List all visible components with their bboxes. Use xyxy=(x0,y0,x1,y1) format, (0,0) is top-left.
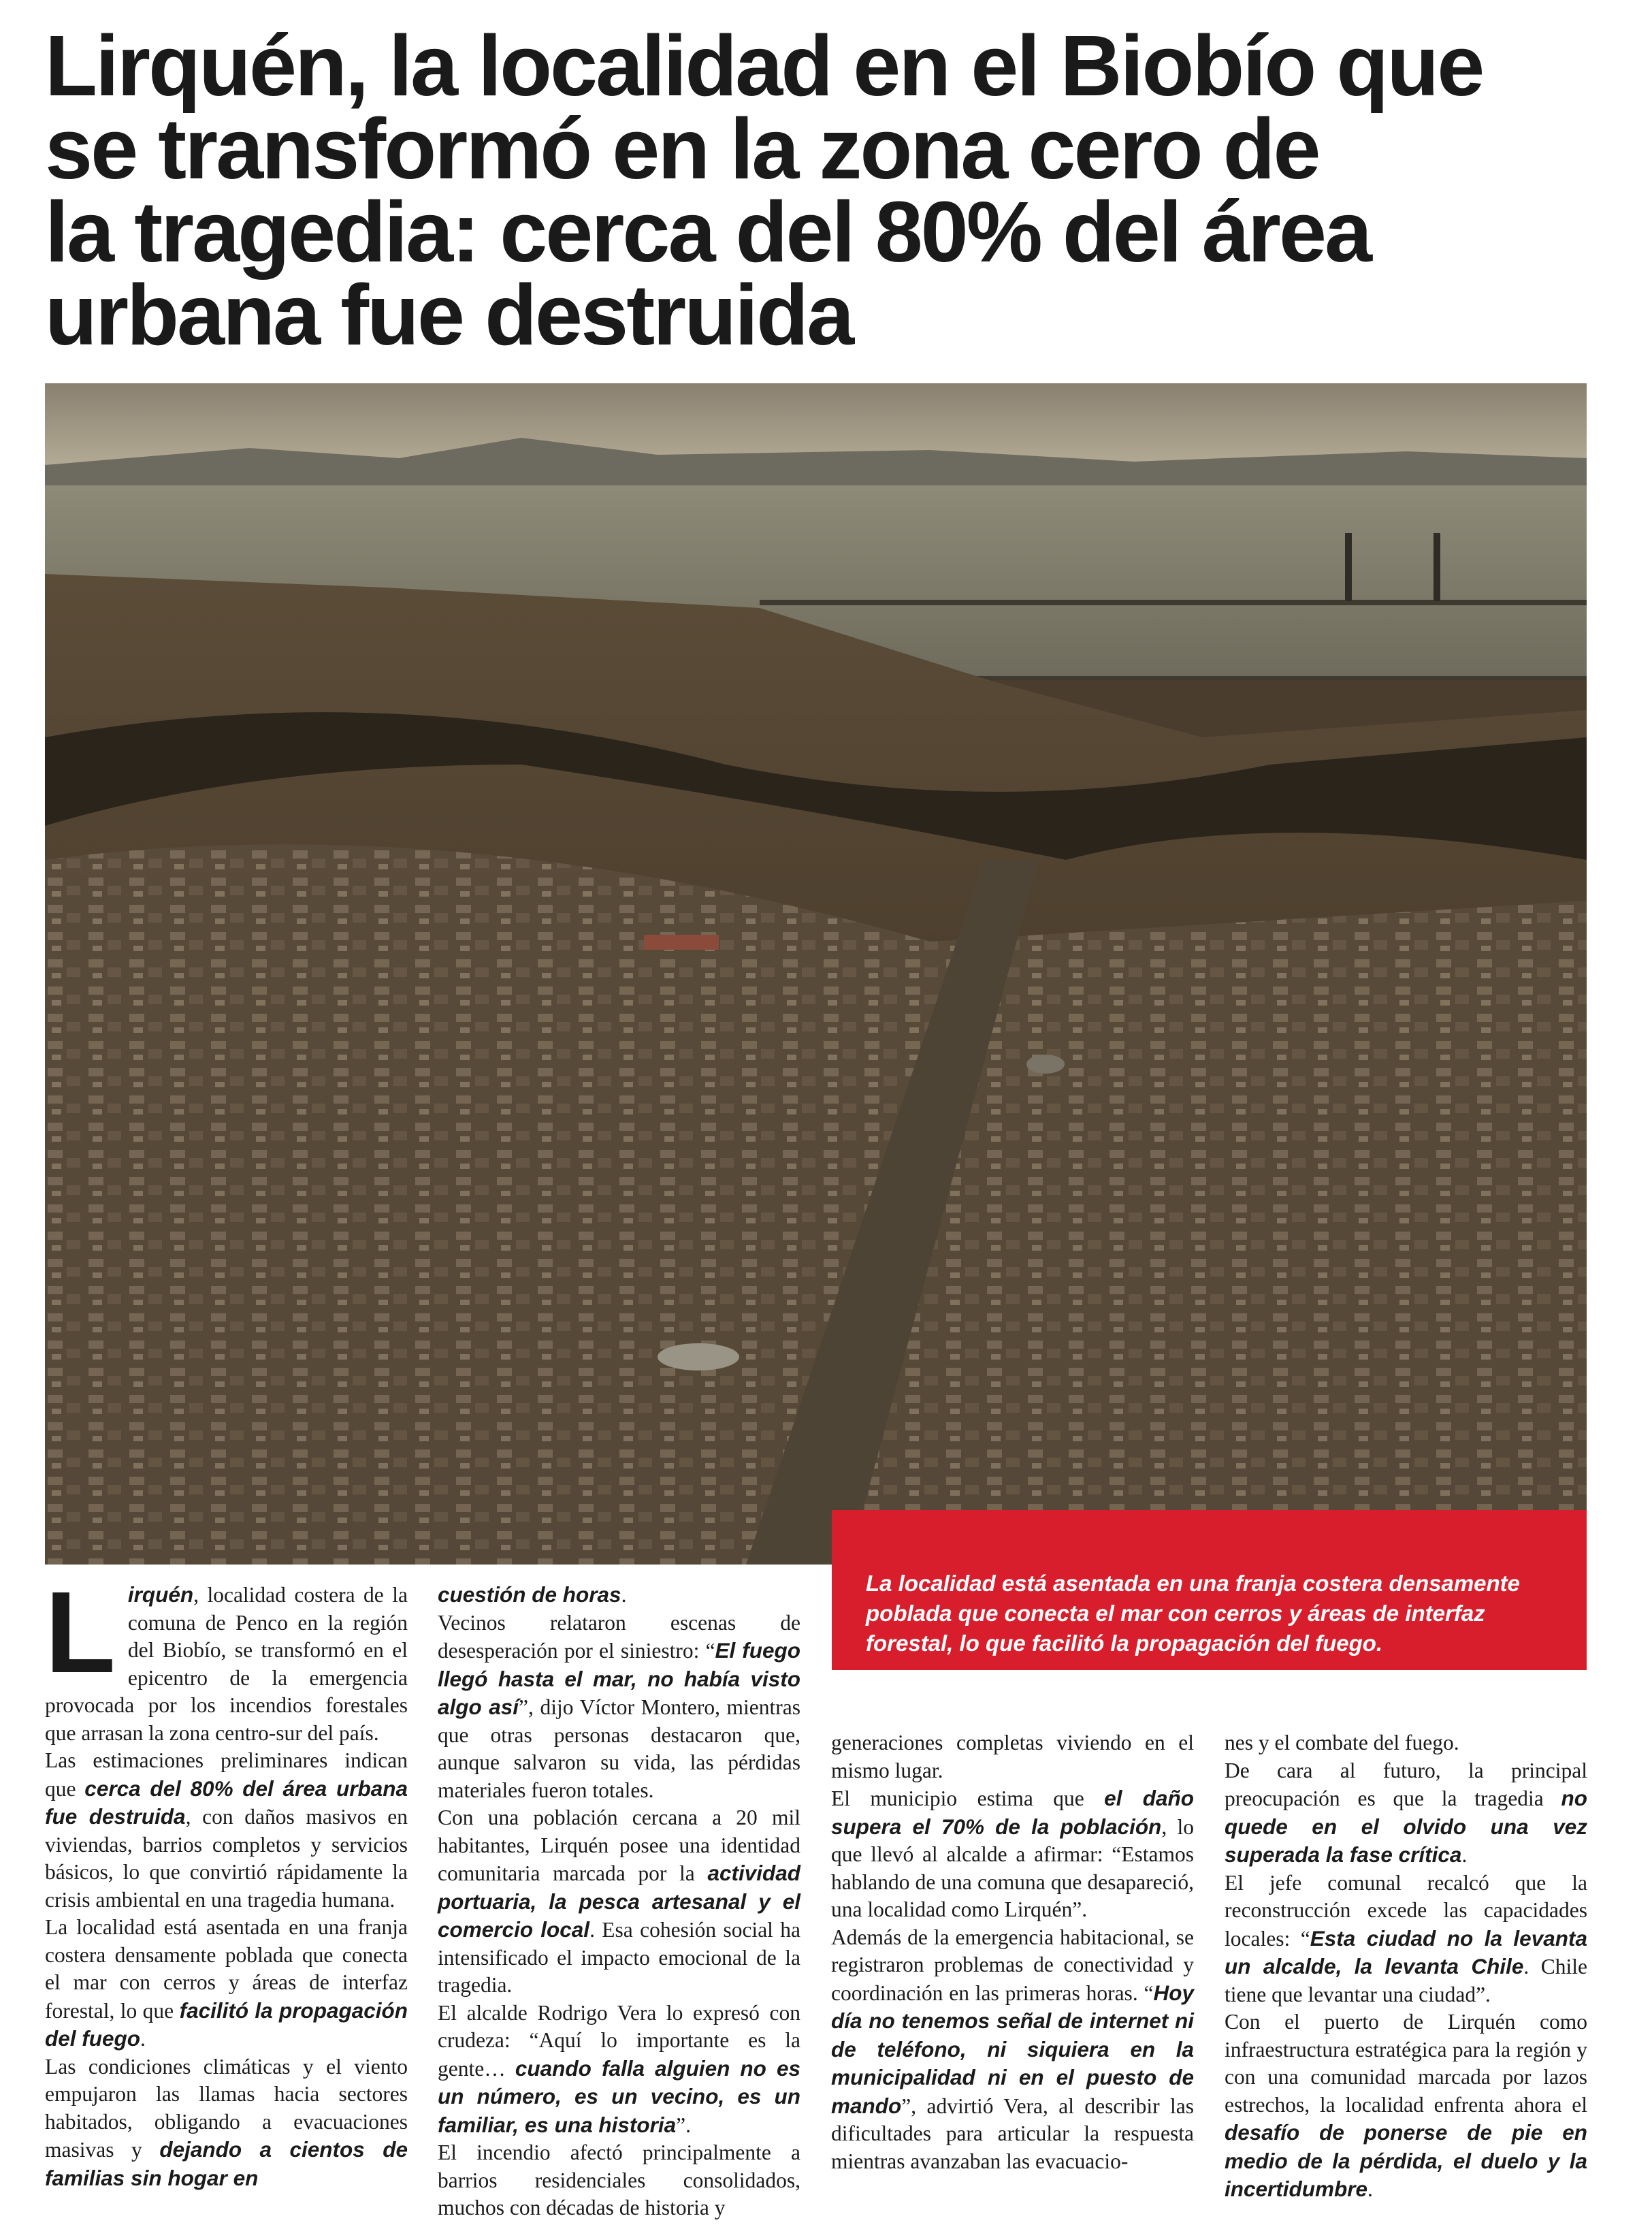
paragraph xyxy=(1225,1757,1587,1870)
headline-line-3: la tragedia: cerca del 80% del área xyxy=(45,184,1371,280)
emphasis: Esta ciudad no la levanta un alcalde, la levanta Chile xyxy=(1225,1925,1587,1978)
paragraph xyxy=(438,1609,800,1805)
text: Vecinos relataron escenas de desesperación por el siniestro: “ xyxy=(438,1610,800,1663)
text: . xyxy=(621,1583,627,1607)
text: Además de la emergencia habitacional, se registraron problemas de conectividad y coordinación en las primeras horas. “ xyxy=(831,1925,1194,2005)
dropcap: L xyxy=(45,1568,116,1697)
text: . Esa cohesión social ha intensificado el impacto emocional de la tragedia. xyxy=(438,1918,801,1997)
text: Con una población cercana a 20 mil habitantes, Lirquén posee una identidad comunitaria marcada por la xyxy=(438,1806,800,1885)
paragraph xyxy=(45,2053,408,2193)
emphasis: Hoy día no tenemos señal de internet ni de teléfono, ni siquiera en la municipalidad ni en el puesto de mando xyxy=(831,1980,1194,2118)
text: ”, advirtió Vera, al describir las dificultades para articular la respuesta mientras avanzaban las evacuacio- xyxy=(831,2094,1194,2173)
text: De cara al futuro, la principal preocupación es que la tragedia xyxy=(1225,1758,1587,1810)
emphasis: no quede en el olvido una vez superada la fase crítica xyxy=(1225,1786,1587,1867)
paragraph xyxy=(438,1581,800,1609)
paragraph xyxy=(438,2000,800,2140)
emphasis: desafío de ponerse de pie en medio de la pérdida, el duelo y la incertidumbre xyxy=(1225,2120,1587,2201)
aerial-burned-town-photo-icon xyxy=(45,383,1587,1565)
text: . Chile tiene que levantar una ciudad”. xyxy=(1225,1955,1588,2006)
emphasis: cuando falla alguien no es un número, es un vecino, es un familiar, es una historia xyxy=(438,2055,800,2137)
paragraph xyxy=(831,1924,1194,2176)
body-column-3 xyxy=(831,1729,1194,2175)
text: Con el puerto de Lirquén como infraestructura estratégica para la región y con una comunidad marcada por lazos estrechos, la localidad enfrenta ahora el xyxy=(1225,2010,1587,2117)
headline-line-2: se transformó en la zona cero de xyxy=(45,101,1319,197)
text: El jefe comunal recalcó que la reconstrucción excede las capacidades locales: “ xyxy=(1225,1870,1587,1951)
paragraph xyxy=(45,1568,408,1747)
paragraph xyxy=(45,1747,408,1914)
text: Las estimaciones preliminares indican que xyxy=(45,1748,408,1801)
text: , con daños masivos en viviendas, barrios completos y servicios básicos, lo que convirtió rápidamente la crisis ambiental en una tragedia humana. xyxy=(45,1805,408,1912)
text: . xyxy=(1367,2177,1373,2201)
text: ”. xyxy=(676,2113,691,2137)
body-column-4 xyxy=(1225,1729,1587,2204)
text: La localidad está asentada en una franja costera densamente poblada que conecta el mar con cerros y áreas de interfaz forestal, lo que xyxy=(45,1915,408,2023)
paragraph xyxy=(45,1914,408,2053)
text: , lo que llevó al alcalde a afirmar: “Estamos hablando de una comuna que desapareció, una localidad como Lirquén”. xyxy=(831,1814,1194,1921)
text: ”, dijo Víctor Montero, mientras que otras personas destacaron que, aunque salvaron su vida, las pérdidas materiales fueron totales. xyxy=(438,1695,801,1802)
emphasis: cerca del 80% del área urbana fue destruida xyxy=(45,1776,408,1829)
paragraph xyxy=(438,1804,800,2000)
emphasis: irquén xyxy=(127,1582,194,1607)
emphasis: dejando a cientos de familias sin hogar en xyxy=(45,2137,408,2190)
headline-line-4: urbana fue destruida xyxy=(45,267,853,363)
emphasis: cuestión de horas xyxy=(438,1582,621,1607)
headline-line-1: Lirquén, la localidad en el Biobío que xyxy=(45,18,1483,114)
emphasis: facilitó la propagación del fuego xyxy=(45,1998,408,2051)
headline xyxy=(45,18,1597,363)
text: . xyxy=(1461,1843,1468,1867)
body-column-2 xyxy=(438,1581,800,2222)
text: . xyxy=(140,2027,146,2051)
text: Las condiciones climáticas y el viento empujaron las llamas hacia sectores habitados, obligando a evacuaciones masivas y xyxy=(45,2054,408,2162)
aerial-burned-town-photo xyxy=(45,383,1587,1565)
text: , localidad costera de la comuna de Penco en la región del Biobío, se transformó en el epicentro de la emergencia provocada por los incendios forestales que arrasan la zona centro-sur del país. xyxy=(45,1583,408,1745)
paragraph: El incendio afectó principalmente a barrios residenciales consolidados, muchos con décadas de historia y xyxy=(438,2140,800,2219)
paragraph xyxy=(1225,1870,1587,2009)
paragraph: nes y el combate del fuego. xyxy=(1225,1731,1459,1754)
emphasis: El fuego llegó hasta el mar, no había visto algo así xyxy=(438,1638,800,1719)
body-column-1 xyxy=(45,1568,408,2192)
paragraph xyxy=(831,1784,1194,1924)
emphasis: el daño supera el 70% de la población xyxy=(831,1786,1194,1839)
text: El municipio estima que xyxy=(831,1786,1105,1810)
text: El alcalde Rodrigo Vera lo expresó con crudeza: “Aquí lo importante es la gente… xyxy=(438,2000,800,2081)
paragraph xyxy=(1225,2008,1587,2204)
photo-caption: La localidad está asentada en una franja costera densamente poblada que conecta el mar con cerros y áreas de interfaz forestal, lo que facilitó la propagación del fuego. xyxy=(832,1510,1587,1670)
paragraph: generaciones completas viviendo en el mismo lugar. xyxy=(831,1731,1194,1782)
emphasis: actividad portuaria, la pesca artesanal y el comercio local xyxy=(438,1861,800,1942)
